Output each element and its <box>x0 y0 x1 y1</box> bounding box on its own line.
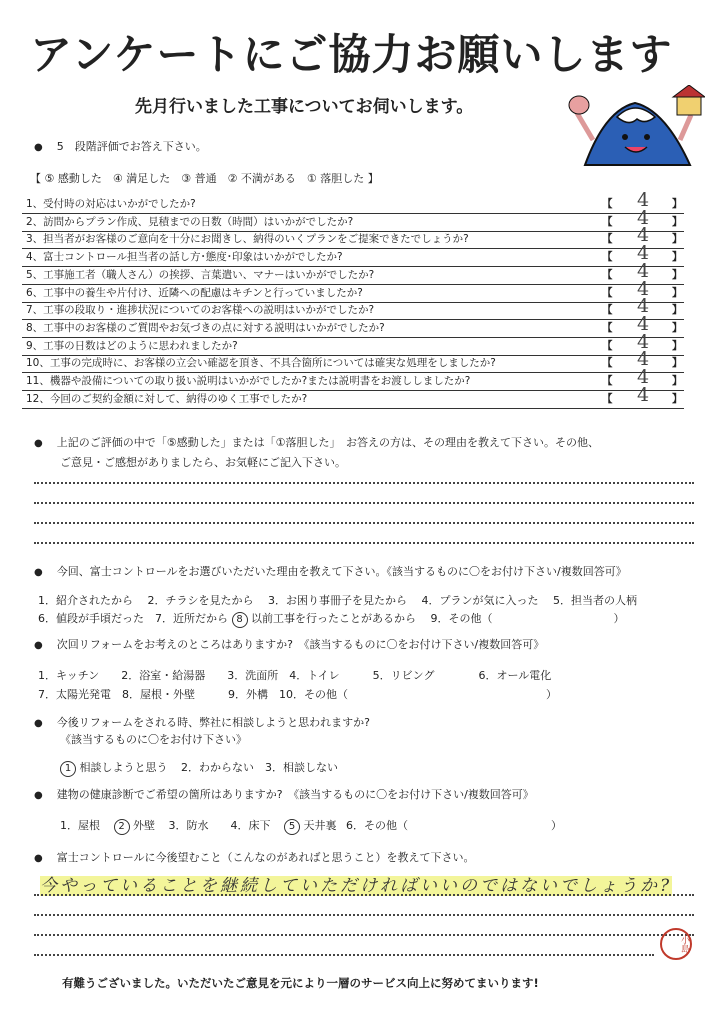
answer-bracket-left: 【 <box>602 339 613 352</box>
question-row <box>22 259 684 285</box>
answer-value: 4 <box>636 348 650 371</box>
answer-bracket-left: 【 <box>602 233 613 246</box>
answer-bracket-left: 【 <box>602 268 613 281</box>
answer-bracket-left: 【 <box>602 198 613 210</box>
question-label: 8、工事中のお客様のご質問やお気づきの点に対する説明はいかがでしたか? <box>26 321 385 334</box>
reason-option-8-circled: 8 <box>232 612 248 628</box>
answer-bracket-right: 】 <box>672 198 683 210</box>
request-line <box>34 934 694 936</box>
reason-question: ● 今回、富士コントロールをお選びいただいた理由を教えて下さい。《該当するものに〇をお付け下さい/複数回答可》 <box>34 563 627 579</box>
seal-stamp: 小島 <box>660 928 692 960</box>
answer-bracket-right: 】 <box>672 286 683 299</box>
comment-line <box>34 482 694 484</box>
next-reform-question: ● 次回リフォームをお考えのところはありますか? 《該当するものに〇をお付け下さい/複数回答可》 <box>34 636 544 652</box>
request-line <box>34 914 694 916</box>
comment-line <box>34 502 694 504</box>
request-answer-text: 今やっていることを継続していただければいいのではないでしょうか? <box>40 876 673 896</box>
question-row <box>22 330 684 356</box>
question-label: 4、富士コントロール担当者の話し方･態度･印象はいかがでしたか? <box>26 251 343 264</box>
question-label: 6、工事中の養生や片付け、近隣への配慮はキチンと行っていましたか? <box>26 286 363 299</box>
answer-value: 4 <box>636 383 650 406</box>
answer-value: 4 <box>636 206 650 229</box>
answer-bracket-right: 】 <box>672 375 683 387</box>
section1-instruction: ● 5 段階評価でお答え下さい。 <box>34 138 207 154</box>
diagnosis-option-5: 天井裏 <box>303 819 337 832</box>
answer-bracket-left: 【 <box>602 321 613 334</box>
question-row <box>22 295 684 320</box>
comment-line <box>34 522 694 524</box>
answer-bracket-right: 】 <box>672 392 683 405</box>
diagnosis-option-2-circled: 2 <box>114 819 130 835</box>
rating-scale: 【 ⑤ 感動した ④ 満足した ③ 普通 ② 不満がある ① 落胆した 】 <box>30 172 379 185</box>
question-row <box>22 277 684 303</box>
answer-bracket-left: 【 <box>602 357 613 370</box>
answer-value: 4 <box>636 259 650 282</box>
reason-options-row2b: 以前工事を行ったことがあるから 9．その他（ ） <box>251 612 625 625</box>
question-label: 11、機器や設備についての取り扱い説明はいかがでしたか?または説明書をお渡ししましたか? <box>26 375 471 387</box>
request-line <box>34 894 694 896</box>
answer-value: 4 <box>636 242 650 265</box>
answer-bracket-right: 】 <box>672 233 683 246</box>
question-label: 12、今回のご契約金額に対して、納得のゆく工事でしたか? <box>26 392 308 405</box>
question-row <box>22 189 684 214</box>
question-label: 2、訪問からプラン作成、見積までの日数（時間）はいかがでしたか? <box>26 215 354 228</box>
answer-value: 4 <box>636 295 650 318</box>
answer-bracket-left: 【 <box>602 251 613 264</box>
request-line <box>34 954 654 956</box>
consult-option-1: 相談しようと思う <box>79 761 168 774</box>
next-reform-row1: 1．キッチン 2．浴室・給湯器 3．洗面所 4．トイレ 5．リビング 6．オール電化 <box>38 669 552 682</box>
question-row <box>22 383 684 409</box>
page-title: アンケートにご協力お願いします <box>30 30 673 79</box>
next-reform-row2: 7．太陽光発電 8．屋根・外壁 9．外構 10．その他（ ） <box>38 688 557 701</box>
question-label: 1、受付時の対応はいかがでしたか? <box>26 198 196 210</box>
diagnosis-option-1: 1．屋根 <box>60 819 100 832</box>
answer-bracket-right: 】 <box>672 304 683 317</box>
page-subtitle: 先月行いました工事についてお伺いします。 <box>135 97 474 117</box>
question-row <box>22 366 684 391</box>
answer-value: 4 <box>636 330 650 353</box>
answer-bracket-right: 】 <box>672 321 683 334</box>
consult-question: ● 今後リフォームをされる時、弊社に相談しようと思われますか? <box>34 714 370 730</box>
consult-options <box>60 759 338 777</box>
consult-option-1-circled: 1 <box>60 761 76 777</box>
reason-options-row2a: 6．値段が手頃だった 7．近所だから <box>38 612 228 625</box>
reason-options-row2 <box>38 610 625 628</box>
diagnosis-option-5-circled: 5 <box>284 819 300 835</box>
diagnosis-question: ● 建物の健康診断でご希望の箇所はありますか? 《該当するものに〇をお付け下さい/複数回答可》 <box>34 786 534 802</box>
answer-bracket-right: 】 <box>672 268 683 281</box>
answer-bracket-left: 【 <box>602 304 613 317</box>
question-label: 5、工事施工者（職人さん）の挨拶、言葉遣い、マナーはいかがでしたか? <box>26 268 375 281</box>
answer-bracket-right: 】 <box>672 357 683 370</box>
footer-thanks: 有難うございました。いただいたご意見を元により一層のサービス向上に努めてまいります! <box>62 976 539 990</box>
answer-bracket-right: 】 <box>672 251 683 264</box>
diagnosis-option-3-4: 3．防水 4．床下 <box>168 819 271 832</box>
answer-bracket-left: 【 <box>602 215 613 228</box>
question-label: 7、工事の段取り・進捗状況についてのお客様への説明はいかがでしたか? <box>26 304 375 317</box>
answer-bracket-right: 】 <box>672 215 683 228</box>
answer-value: 4 <box>636 277 650 300</box>
question-row <box>22 312 684 338</box>
answer-bracket-right: 】 <box>672 339 683 352</box>
consult-sub: 《該当するものに〇をお付け下さい》 <box>60 733 247 746</box>
question-row <box>22 224 684 249</box>
question-label: 9、工事の日数はどのように思われましたか? <box>26 339 238 352</box>
request-handwritten-answer <box>40 871 690 896</box>
answer-bracket-left: 【 <box>602 286 613 299</box>
diagnosis-option-2: 外壁 <box>133 819 155 832</box>
question-row <box>22 206 684 232</box>
diagnosis-options <box>60 817 562 835</box>
mountain-mascot-icon <box>565 85 705 170</box>
comment-line2: ご意見・ご感想がありましたら、お気軽にご記入下さい。 <box>60 456 346 469</box>
answer-bracket-left: 【 <box>602 375 613 387</box>
question-row <box>22 348 684 373</box>
answer-value: 4 <box>636 189 650 211</box>
comment-line <box>34 542 694 544</box>
diagnosis-option-6: 6．その他（ ） <box>346 819 562 832</box>
answer-value: 4 <box>636 224 650 247</box>
question-label: 10、工事の完成時に、お客様の立会い確認を頂き、不具合箇所については確実な処理をしましたか? <box>26 357 496 370</box>
reason-options-row1: 1．紹介されたから 2．チラシを見たから 3．お困り事冊子を見たから 4．プランが気に入った 5．担当者の人柄 <box>38 594 637 607</box>
answer-bracket-left: 【 <box>602 392 613 405</box>
comment-line1: ● 上記のご評価の中で「⑤感動した」または「①落胆した」 お答えの方は、その理由を教えて下さい。その他、 <box>34 434 599 450</box>
answer-value: 4 <box>636 366 650 388</box>
consult-option-rest: 2．わからない 3．相談しない <box>181 761 338 774</box>
answer-value: 4 <box>636 312 650 335</box>
question-row <box>22 242 684 267</box>
request-question: ● 富士コントロールに今後望むこと（こんなのがあればと思うこと）を教えて下さい。 <box>34 849 475 865</box>
question-label: 3、担当者がお客様のご意向を十分にお聞きし、納得のいくプランをご提案できたでしょうか? <box>26 233 469 246</box>
